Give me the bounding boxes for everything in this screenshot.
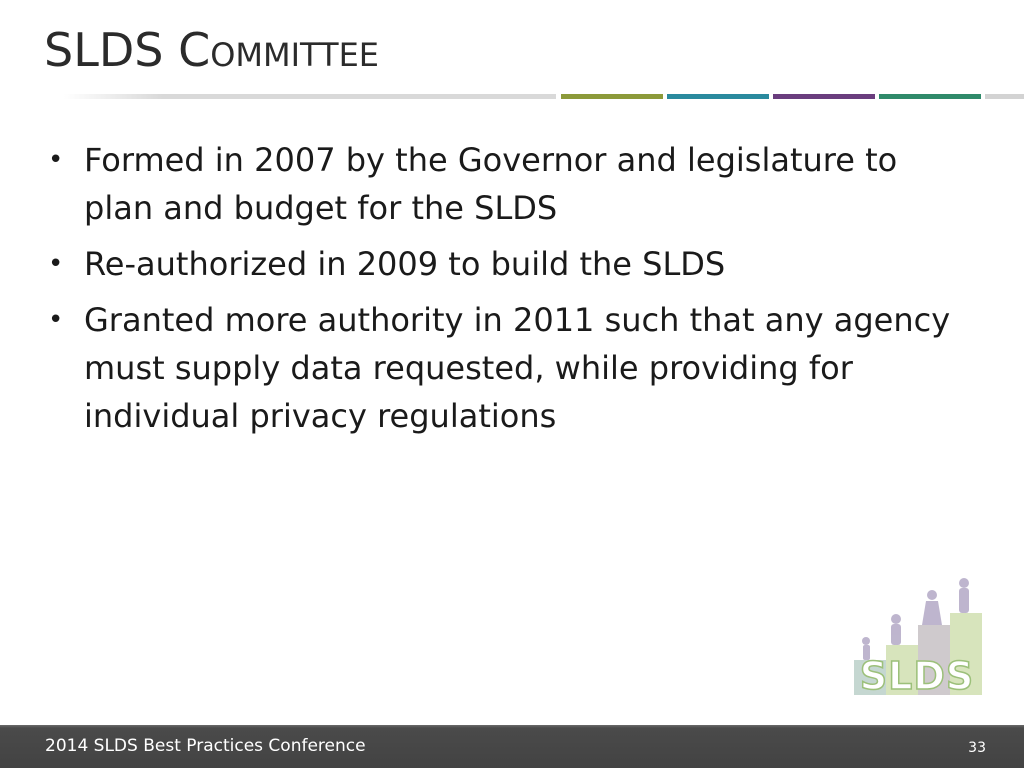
- bullet-item: [44, 296, 974, 440]
- footer-bar: [0, 725, 1024, 768]
- page-number: 33: [968, 740, 986, 756]
- slds-logo: [846, 575, 988, 700]
- accent-bar-teal: [667, 94, 769, 99]
- bullet-dot-icon: •: [48, 145, 64, 175]
- bullet-text: Formed in 2007 by the Governor and legislature to plan and budget for the SLDS: [84, 141, 898, 227]
- accent-bar-olive: [561, 94, 663, 99]
- slide-title: SLDS Committee: [44, 23, 380, 77]
- bullet-dot-icon: •: [48, 305, 64, 335]
- logo-text: SLDS: [859, 654, 975, 698]
- bullet-dot-icon: •: [48, 249, 64, 279]
- title-underline: [64, 94, 556, 99]
- bullet-text: Re-authorized in 2009 to build the SLDS: [84, 245, 726, 283]
- footer-conference-label: 2014 SLDS Best Practices Conference: [45, 736, 366, 756]
- accent-bar-grey: [985, 94, 1024, 99]
- accent-bar-green: [879, 94, 981, 99]
- bullet-item: [44, 136, 974, 232]
- bullet-list: [44, 136, 974, 448]
- accent-bar-purple: [773, 94, 875, 99]
- bullet-item: [44, 240, 974, 288]
- bullet-text: Granted more authority in 2011 such that any agency must supply data requested, while providing for individual privacy regulations: [84, 301, 951, 435]
